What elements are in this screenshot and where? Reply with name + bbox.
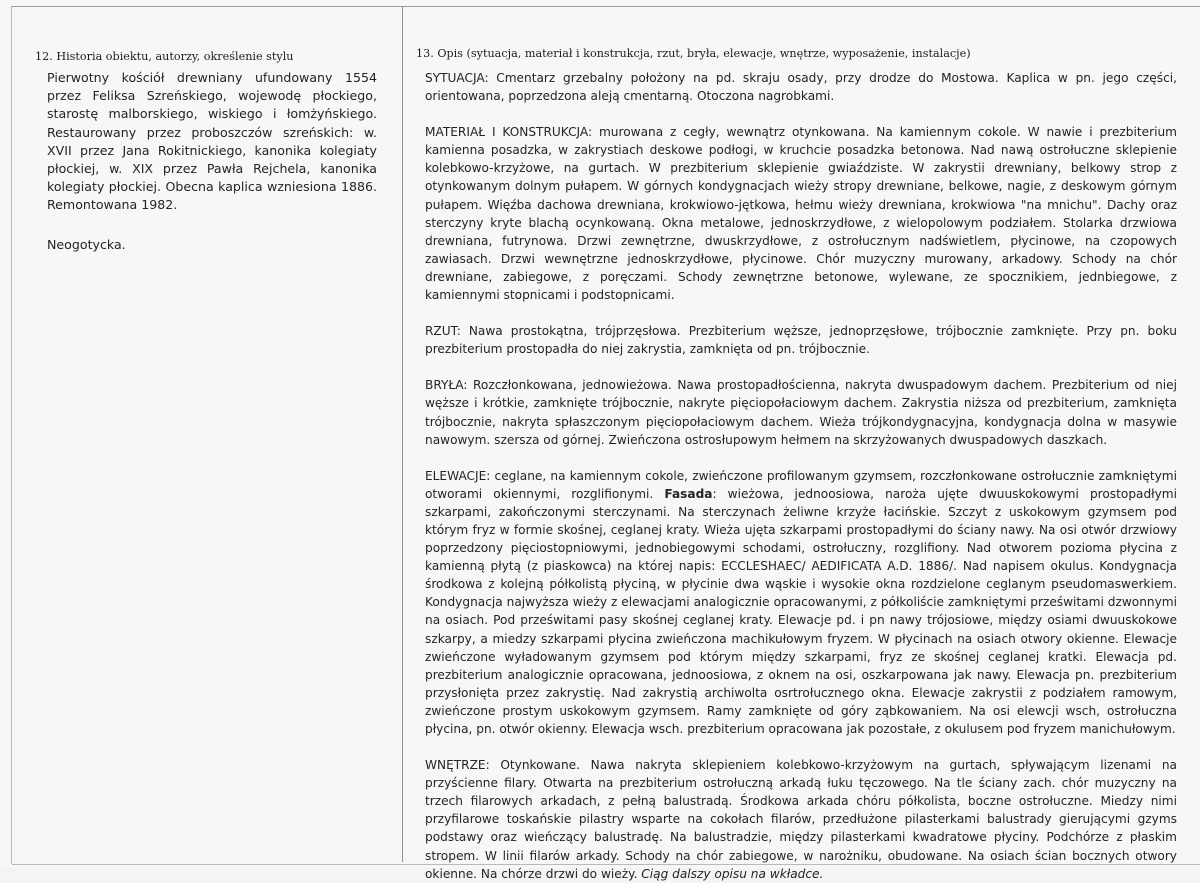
continued-note: Ciąg dalszy opisu na wkładce. [641, 866, 824, 881]
left-border-line [11, 6, 12, 864]
elewacje-paragraph [425, 467, 1177, 738]
description-column [425, 69, 1177, 883]
wnetrze-paragraph [425, 756, 1177, 883]
section-13-title: 13. Opis (sytuacja, materiał i konstrukcja, rzut, bryła, elewacje, wnętrze, wyposażenie, instalacje) [416, 47, 971, 60]
section-12-title: 12. Historia obiektu, autorzy, określenie stylu [35, 50, 294, 63]
elewacje-text-start: ELEWACJE: ceglane, na kamiennym cokole, zwieńczone profilowanym gzymsem, rozczłonkowane ostrołucznie zamkniętymi otworami okiennymi, rozglifionymi. [425, 468, 1177, 501]
history-text: Pierwotny kościół drewniany ufundowany 1554 przez Feliksa Szreńskiego, wojewodę płockiego, starostę malborskiego, wiskiego i łomżyńskiego. Restaurowany przez proboszczów szreńskich: w. XVII przez Jana Rokitnickiego, kanonika kolegiaty płockiej, w. XIX przez Pawła Rejchela, kanonika kolegiaty płockiej. Obecna kaplica wzniesiona 1886. Remontowana 1982. [47, 70, 377, 213]
wnetrze-text: WNĘTRZE: Otynkowane. Nawa nakryta sklepieniem kolebkowo-krzyżowym na gurtach, spływającym lizenami na przyścienne filary. Otwarta na prezbiterium ostrołuczną arkadą łuku tęczowego. Na tle ściany zach. chór muzyczny na trzech filarowych arkadach, z pełną balustradą. Środkowa arkada chóru półkolista, boczne ostrołuczne. Miedzy nimi przyfilarowe toskańskie pilastry wsparte na cokołach filarów, przedłużone pilasterkami balustrady gierującymi gzyms podstawy oraz wieńczący balustradę. Na balustradzie, między pilasterkami kwadratowe płyciny. Podchórze z płaskim stropem. W linii filarów arkady. Schody na chór zabiegowe, w narożniku, obudowane. Na osiach ścian bocznych otwory okienne. Na chórze drzwi do wieży. [425, 758, 1177, 881]
history-column [47, 69, 377, 254]
rzut-paragraph: RZUT: Nawa prostokątna, trójprzęsłowa. Prezbiterium węższe, jednoprzęsłowe, trójbocznie zamknięte. Przy pn. boku prezbiterium prostopadła do niej zakrystia, zamknięta od pn. trójbocznie. [425, 324, 1177, 357]
column-divider [402, 6, 403, 862]
bryla-paragraph: BRYŁA: Rozczłonkowana, jednowieżowa. Nawa prostopadłościenna, nakryta dwuspadowym dachem. Prezbiterium od niej węższe i krótkie, zamknięte trójbocznie, nakryte pięciopołaciowym dachem. Zakrystia niższa od prezbiterium, zamknięta trójbocznie, nakryta spłaszczonym pięciopołaciowym dachem. Wieża trójkondygnacyjna, kondygnacja dolna w masywie nawowym. szersza od górnej. Zwieńczona ostrosłupowym hełmem na skrzyżowanych dwuspadowych daszkach. [425, 378, 1177, 447]
material-paragraph: MATERIAŁ I KONSTRUKCJA: murowana z cegły, wewnątrz otynkowana. Na kamiennym cokole. W nawie i prezbiterium kamienna posadzka, w zakrystiach deskowe podłogi, w kruchcie posadzka betonowa. Nad nawą ostrołuczne sklepienie kolebkowo-krzyżowe, na gurtach. W prezbiterium sklepienie gwiaździste. W zakrystii drewniany, belkowy strop z otynkowanym dolnym pułapem. W górnych kondygnacjach wieży stropy drewniane, belkowe, nagie, z deskowym górnym pułapem. Więźba dachowa drewniana, krokwiowo-jętkowa, hełmu wieży drewniana, krokwiowa "na mnichu". Dachy oraz sterczyny kryte blachą ocynkowaną. Okna metalowe, jednoskrzydłowe, z wielopolowym podziałem. Stolarka drzwiowa drewniana, futrynowa. Drzwi zewnętrzne, dwuskrzydłowe, z ostrołucznym nadświetlem, płycinowe, na czopowych zawiasach. Drzwi wewnętrzne jednoskrzydłowe, płycinowe. Chór muzyczny murowany, arkadowy. Schody na chór drewniane, zabiegowe, z poręczami. Schody zewnętrzne betonowe, wylewane, ze spocznikiem, jednbiegowe, z kamiennymi stopnicami i podstopnicami. [425, 125, 1177, 303]
top-border-line [12, 6, 1200, 7]
elewacje-text-rest: : wieżowa, jednoosiowa, naroża ujęte dwuuskokowymi prostopadłymi szkarpami, zakończonymi sterczynami. Na sterczynach żeliwne krzyże łacińskie. Szczyt z uskokowym gzymsem pod którym fryz w formie skośnej, ceglanej kraty. Wieża ujęta szkarpami prostopadłymi do ściany nawy. Na osi otwór drzwiowy poprzedzony pięciostopniowymi, jednobiegowymi schodami, ostrołuczny, rozglifiony. Nad otworem pozioma płycina z kamienną płytą (z piaskowca) na której napis: ECCLESHAEC/ AEDIFICATA A.D. 1886/. Nad napisem okulus. Kondygnacja środkowa z kolejną półkolistą płyciną, w płycinie dwa wąskie i wysokie okna rozdzielone ceglanym pseudomaswerkiem. Kondygnacja najwyższa wieży z elewacjami analogicznie opracowanymi, z półkoliście zamkniętymi prześwitami dzwonnymi na osiach. Pod prześwitami pasy skośnej ceglanej kraty. Elewacje pd. i pn nawy trójosiowe, między osiami dwuuskokowe szkarpy, a miedzy szkarpami płycina zwieńczona machikułowym fryzem. W płycinach na osiach otwory okienne. Elewacje zwieńczone wyładowanym gzymsem pod którym między szkarpami, fryz ze skośnej ceglanej kratki. Elewacja pd. prezbiterium analogicznie opracowana, jednoosiowa, z oknem na osi, oszkarpowana jak nawy. Elewacja pn. prezbiterium przysłonięta przez zakrystię. Nad zakrystią archiwolta osrtrołucznego okna. Elewacje zakrystii z podziałem ramowym, zwieńczone prostym uskokowym gzymsem. Ramy zamknięte od góry ząbkowaniem. Na osi elewcji wsch, ostrołuczna płycina, pn. otwór okienny. Elewacja wsch. prezbiterium opracowana jak pozostałe, z okulusem pod fryzem manichułowym. [425, 486, 1178, 736]
sytuacja-paragraph: SYTUACJA: Cmentarz grzebalny położony na pd. skraju osady, przy drodze do Mostowa. Kaplica w pn. jego części, orientowana, poprzedzona aleją cmentarną. Otoczona nagrobkami. [425, 71, 1177, 104]
fasada-label: Fasada [664, 486, 713, 501]
style-text: Neogotycka. [47, 236, 126, 252]
